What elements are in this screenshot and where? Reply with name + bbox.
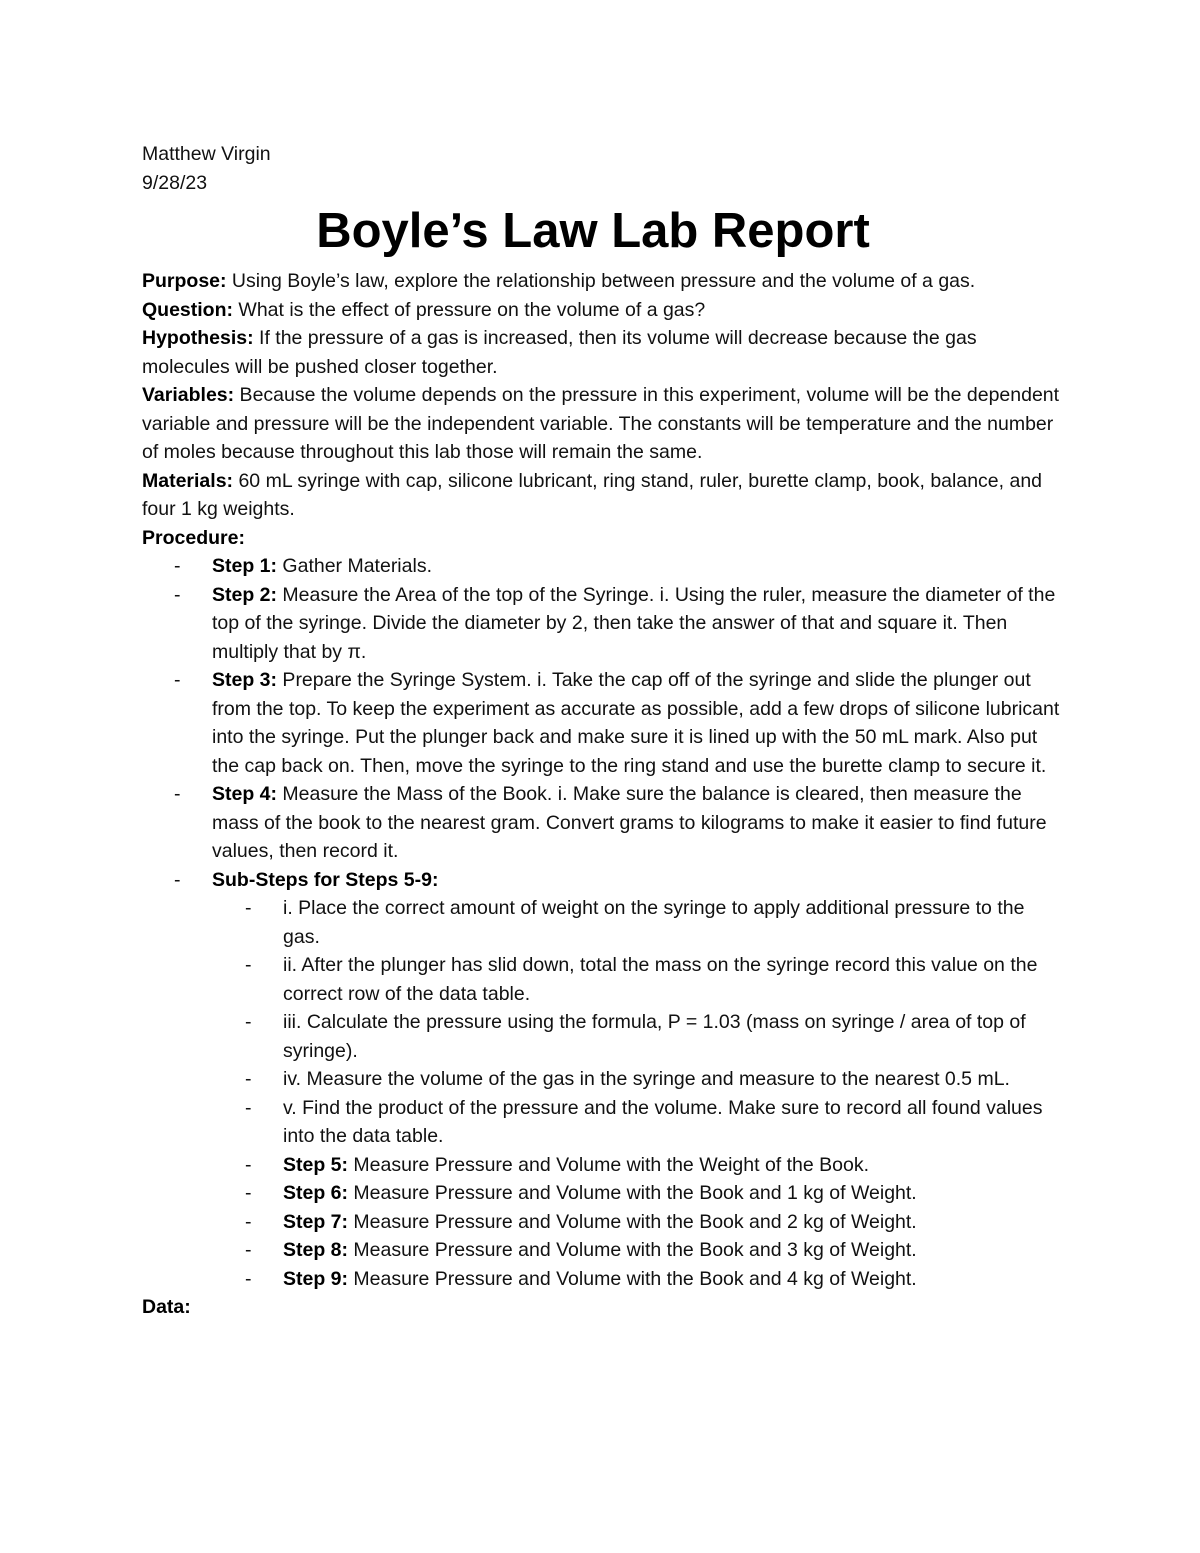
list-item [142,1094,1062,1151]
substep-text: iv. Measure the volume of the gas in the syringe and measure to the nearest 0.5 mL. [283,1068,1010,1090]
substep-text: v. Find the product of the pressure and the volume. Make sure to record all found values into the data table. [283,1096,1043,1147]
step-text: Gather Materials. [277,555,432,577]
dash-bullet: - [245,1011,252,1033]
list-item [142,894,1062,951]
list-item [142,1151,1062,1180]
purpose-paragraph [142,267,1062,296]
substep-text: Measure Pressure and Volume with the Book and 1 kg of Weight. [348,1182,917,1204]
list-item [142,1265,1062,1294]
list-item [142,666,1062,780]
procedure-label: Procedure: [142,526,245,549]
variables-text: Because the volume depends on the pressure in this experiment, volume will be the dependent variable and pressure will be the independent variable. The constants will be temperature and the number of moles because throughout this lab those will remain the same. [142,384,1060,463]
dash-bullet: - [174,669,181,691]
dash-bullet: - [245,1096,252,1119]
substep-label: Step 9: [283,1267,349,1290]
substep-label: Step 8: [283,1239,349,1261]
question-text: What is the effect of pressure on the volume of a gas? [233,298,706,321]
step-text: Measure the Mass of the Book. i. Make sure the balance is cleared, then measure the mass of the book to the nearest gram. Convert grams to kilograms to make it easier to find future values, then record it. [212,783,1047,862]
substep-text: Measure Pressure and Volume with the Book and 3 kg of Weight. [348,1239,917,1261]
list-item [142,1008,1062,1065]
hypothesis-text: If the pressure of a gas is increased, then its volume will decrease because the gas molecules will be pushed closer together. [142,327,977,378]
step-label: Step 2: [212,583,278,606]
step-text: Measure the Area of the top of the Syringe. i. Using the ruler, measure the diameter of the top of the syringe. Divide the diameter by 2, then take the answer of that and square it. Then multiply that by π. [212,583,1056,663]
procedure-list [142,552,1062,1293]
list-item [142,1208,1062,1237]
dash-bullet: - [174,783,181,805]
document-page [142,140,1062,1322]
procedure-heading [142,524,1062,553]
hypothesis-label: Hypothesis: [142,327,254,349]
dash-bullet: - [245,954,252,976]
list-item [142,951,1062,1008]
list-item [142,1236,1062,1265]
substep-text: iii. Calculate the pressure using the formula, P = 1.03 (mass on syringe / area of top of syringe). [283,1011,1026,1062]
list-item [142,1065,1062,1094]
purpose-label: Purpose: [142,270,227,292]
list-item [142,780,1062,866]
list-item [142,1179,1062,1208]
dash-bullet: - [174,868,181,891]
report-title: Boyle’s Law Lab Report [316,204,870,258]
list-item [142,581,1062,667]
author-name: Matthew Virgin [142,143,271,165]
substeps-list [142,894,1062,1293]
dash-bullet: - [174,555,181,577]
substep-text: Measure Pressure and Volume with the Book and 4 kg of Weight. [348,1267,917,1290]
substeps-wrapper [142,894,1062,1293]
step-label: Step 4: [212,783,278,805]
materials-label: Materials: [142,469,234,492]
data-heading [142,1293,1062,1322]
dash-bullet: - [245,1068,252,1090]
list-item [142,866,1062,1294]
substep-text: Measure Pressure and Volume with the Weight of the Book. [348,1153,870,1176]
substep-text: i. Place the correct amount of weight on the syringe to apply additional pressure to the gas. [283,897,1025,948]
materials-text: 60 mL syringe with cap, silicone lubricant, ring stand, ruler, burette clamp, book, balance, and four 1 kg weights. [142,469,1043,520]
step-label: Step 3: [212,669,278,691]
substep-label: Step 7: [283,1210,349,1233]
substep-label: Step 6: [283,1182,349,1204]
purpose-text: Using Boyle’s law, explore the relationship between pressure and the volume of a gas. [226,270,976,292]
dash-bullet: - [174,583,181,606]
substep-text: ii. After the plunger has slid down, total the mass on the syringe record this value on the correct row of the data table. [283,954,1038,1005]
question-paragraph [142,296,1062,325]
hypothesis-paragraph [142,324,1062,381]
dash-bullet: - [245,1182,252,1204]
dash-bullet: - [245,1267,252,1290]
substep-label: Step 5: [283,1153,349,1176]
substep-text: Measure Pressure and Volume with the Book and 2 kg of Weight. [348,1210,917,1233]
dash-bullet: - [245,1210,252,1233]
materials-paragraph [142,467,1062,524]
question-label: Question: [142,298,233,321]
report-date: 9/28/23 [142,171,208,194]
dash-bullet: - [245,897,252,919]
data-label: Data: [142,1296,191,1318]
step-label: Sub-Steps for Steps 5-9: [212,868,439,891]
list-item [142,552,1062,581]
step-label: Step 1: [212,555,278,577]
step-text: Prepare the Syringe System. i. Take the cap off of the syringe and slide the plunger out from the top. To keep the experiment as accurate as possible, add a few drops of silicone lubricant into the syringe. Put the plunger back and make sure it is lined up with the 50 mL mark. Also put the cap back on. Then, move the syringe to the ring stand and use the burette clamp to secure it. [212,669,1060,777]
dash-bullet: - [245,1153,252,1176]
dash-bullet: - [245,1239,252,1261]
variables-paragraph [142,381,1062,467]
variables-label: Variables: [142,384,235,406]
